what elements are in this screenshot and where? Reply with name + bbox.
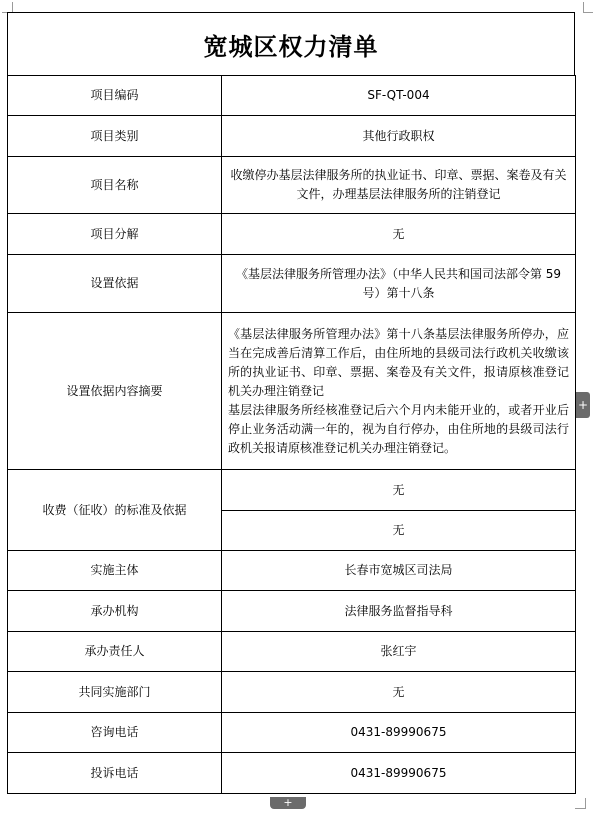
value-cell: 0431-89990675 bbox=[222, 713, 576, 753]
value-cell: 张红宇 bbox=[222, 632, 576, 672]
power-list-table bbox=[7, 75, 576, 794]
add-column-button[interactable] bbox=[576, 392, 590, 418]
label-cell: 设置依据 bbox=[8, 255, 222, 313]
document-title: 宽城区权力清单 bbox=[7, 12, 575, 75]
table-row bbox=[8, 214, 576, 255]
table-row bbox=[8, 157, 576, 214]
value-cell: 长春市宽城区司法局 bbox=[222, 551, 576, 591]
table-row bbox=[8, 632, 576, 672]
label-cell: 项目名称 bbox=[8, 157, 222, 214]
value-cell: 无 bbox=[222, 672, 576, 713]
power-list-sheet bbox=[7, 12, 575, 794]
table-row bbox=[8, 551, 576, 591]
table-row bbox=[8, 255, 576, 313]
plus-icon: + bbox=[577, 398, 589, 412]
label-cell: 实施主体 bbox=[8, 551, 222, 591]
table-row bbox=[8, 672, 576, 713]
label-cell: 项目类别 bbox=[8, 116, 222, 157]
excerpt-paragraph-2: 基层法律服务所经核准登记后六个月内未能开业的，或者开业后停止业务活动满一年的，视为自行停办，由住所地的县级司法行政机关报请原核准登记机关办理注销登记。 bbox=[228, 402, 569, 455]
table-resize-handle[interactable] bbox=[575, 798, 586, 809]
value-cell: 无 bbox=[222, 214, 576, 255]
add-row-button[interactable] bbox=[270, 797, 306, 809]
value-cell: 《基层法律服务所管理办法》（中华人民共和国司法部令第 59 号）第十八条 bbox=[222, 255, 576, 313]
excerpt-paragraph-1: 《基层法律服务所管理办法》第十八条基层法律服务所停办，应当在完成善后清算工作后，由住所地的县级司法行政机关收缴该所的执业证书、印章、票据、案卷及有关文件，报请原核准登记机关办理注销登记 bbox=[228, 326, 569, 398]
label-cell: 投诉电话 bbox=[8, 753, 222, 794]
value-cell: 法律服务监督指导科 bbox=[222, 591, 576, 632]
table-row bbox=[8, 753, 576, 794]
table-row bbox=[8, 591, 576, 632]
value-cell: SF-QT-004 bbox=[222, 76, 576, 116]
label-cell: 收费（征收）的标准及依据 bbox=[8, 470, 222, 551]
table-row bbox=[8, 470, 576, 511]
value-cell: 0431-89990675 bbox=[222, 753, 576, 794]
value-cell: 无 bbox=[222, 511, 576, 551]
label-cell: 项目分解 bbox=[8, 214, 222, 255]
table-row bbox=[8, 76, 576, 116]
label-cell: 咨询电话 bbox=[8, 713, 222, 753]
label-cell: 项目编码 bbox=[8, 76, 222, 116]
table-row bbox=[8, 313, 576, 470]
label-cell: 承办机构 bbox=[8, 591, 222, 632]
value-cell: 其他行政职权 bbox=[222, 116, 576, 157]
label-cell: 设置依据内容摘要 bbox=[8, 313, 222, 470]
plus-icon: + bbox=[283, 796, 293, 809]
excerpt-text bbox=[228, 325, 569, 458]
label-cell: 共同实施部门 bbox=[8, 672, 222, 713]
table-row bbox=[8, 713, 576, 753]
page-corner-mark-top-right bbox=[583, 2, 593, 13]
value-cell bbox=[222, 313, 576, 470]
label-cell: 承办责任人 bbox=[8, 632, 222, 672]
value-cell: 无 bbox=[222, 470, 576, 511]
value-cell: 收缴停办基层法律服务所的执业证书、印章、票据、案卷及有关文件，办理基层法律服务所的注销登记 bbox=[222, 157, 576, 214]
table-row bbox=[8, 116, 576, 157]
